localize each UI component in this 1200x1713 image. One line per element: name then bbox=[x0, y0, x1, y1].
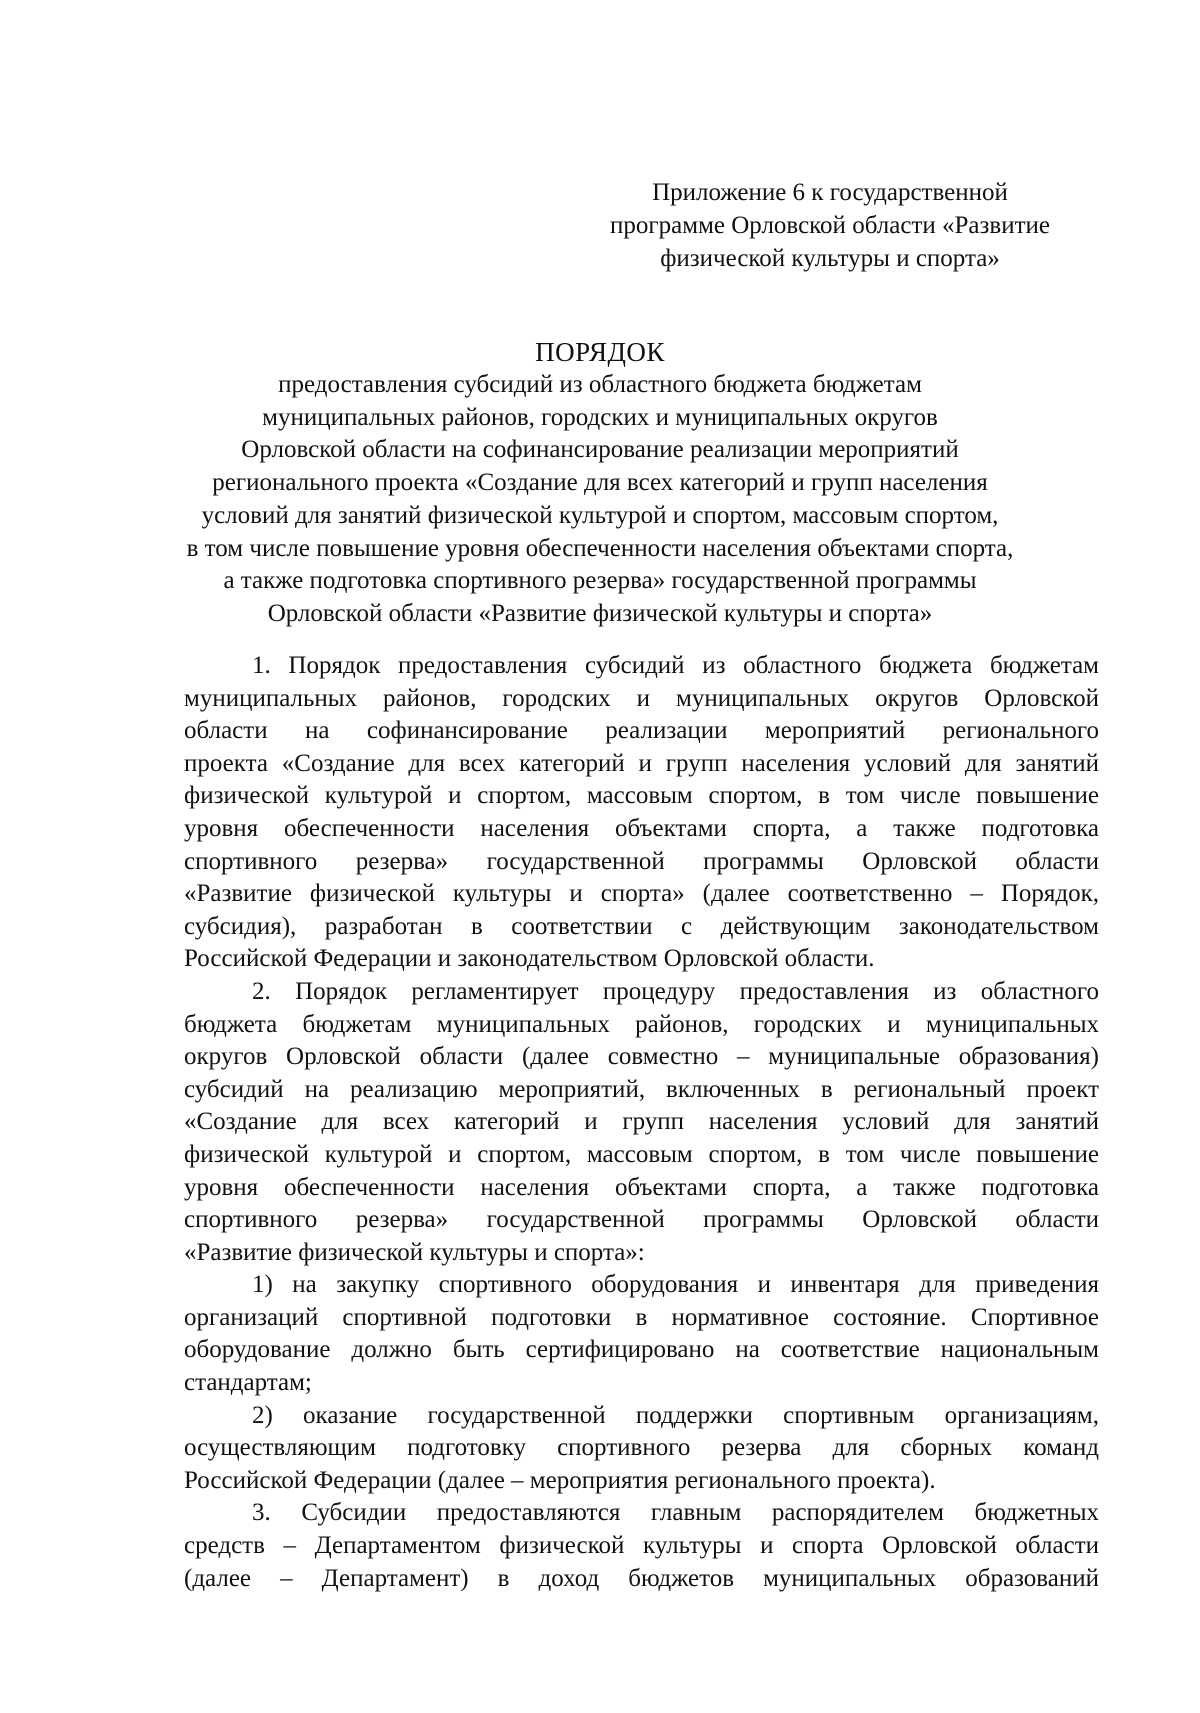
subtitle-line: в том числе повышение уровня обеспеченности населения объектами спорта, bbox=[186, 534, 1014, 562]
body-line: 1. Порядок предоставления субсидий из областного бюджета бюджетам bbox=[252, 652, 1099, 679]
body-line: субсидия), разработан в соответствии с действующим законодательством bbox=[184, 912, 1099, 940]
body-line: спортивного резерва» государственной программы Орловской области bbox=[184, 1206, 1099, 1234]
body-line: уровня обеспеченности населения объектами спорта, а также подготовка bbox=[184, 814, 1099, 842]
body-line: «Развитие физической культуры и спорта» (далее соответственно – Порядок, bbox=[184, 880, 1099, 908]
body-line: «Развитие физической культуры и спорта»: bbox=[184, 1238, 645, 1266]
body-line: проекта «Создание для всех категорий и групп населения условий для занятий bbox=[184, 749, 1099, 777]
subtitle-line: Орловской области «Развитие физической культуры и спорта» bbox=[267, 599, 933, 627]
body-line: округов Орловской области (далее совместно – муниципальные образования) bbox=[184, 1043, 1099, 1071]
body-line: 1) на закупку спортивного оборудования и инвентаря для приведения bbox=[252, 1271, 1099, 1299]
body-line: 3. Субсидии предоставляются главным распорядителем бюджетных bbox=[252, 1499, 1099, 1527]
subtitle-line: Орловской области на софинансирование реализации мероприятий bbox=[241, 436, 959, 464]
subtitle-line: а также подготовка спортивного резерва» государственной программы bbox=[223, 567, 977, 595]
body-line: осуществляющим подготовку спортивного резерва для сборных команд bbox=[184, 1434, 1099, 1462]
body-line: стандартам; bbox=[184, 1369, 312, 1397]
body-line: спортивного резерва» государственной программы Орловской области bbox=[184, 847, 1099, 875]
document-subtitle bbox=[150, 369, 1050, 631]
subtitle-line: муниципальных районов, городских и муниципальных округов bbox=[262, 403, 938, 431]
body-line: (далее – Департамент) в доход бюджетов муниципальных образований bbox=[184, 1564, 1099, 1592]
body-line: субсидий на реализацию мероприятий, включенных в региональный проект bbox=[184, 1075, 1099, 1103]
body-line: оборудование должно быть сертифицировано на соответствие национальным bbox=[184, 1336, 1099, 1364]
document-body bbox=[184, 650, 1099, 1595]
body-line: средств – Департаментом физической культуры и спорта Орловской области bbox=[184, 1532, 1099, 1560]
appendix-line: программе Орловской области «Развитие bbox=[610, 212, 1050, 239]
body-line: физической культурой и спортом, массовым спортом, в том числе повышение bbox=[184, 1140, 1099, 1168]
appendix-line: Приложение 6 к государственной bbox=[652, 179, 1008, 206]
body-line: муниципальных районов, городских и муниципальных округов Орловской bbox=[184, 684, 1099, 712]
subtitle-line: условий для занятий физической культурой и спортом, массовым спортом, bbox=[201, 501, 999, 529]
document-title: ПОРЯДОК bbox=[535, 337, 665, 367]
body-line: области на софинансирование реализации мероприятий регионального bbox=[184, 717, 1099, 745]
body-line: организаций спортивной подготовки в нормативное состояние. Спортивное bbox=[184, 1303, 1099, 1331]
body-line: Российской Федерации и законодательством Орловской области. bbox=[184, 945, 875, 973]
appendix-line: физической культуры и спорта» bbox=[660, 245, 1000, 272]
body-line: 2. Порядок регламентирует процедуру предоставления из областного bbox=[252, 977, 1099, 1005]
body-line: бюджета бюджетам муниципальных районов, городских и муниципальных bbox=[184, 1010, 1099, 1038]
appendix-note bbox=[570, 176, 1090, 275]
body-line: «Создание для всех категорий и групп населения условий для занятий bbox=[184, 1108, 1099, 1136]
body-line: физической культурой и спортом, массовым спортом, в том числе повышение bbox=[184, 782, 1099, 810]
subtitle-line: регионального проекта «Создание для всех категорий и групп населения bbox=[212, 469, 988, 497]
body-line: Российской Федерации (далее – мероприятия регионального проекта). bbox=[184, 1466, 936, 1494]
subtitle-line: предоставления субсидий из областного бюджета бюджетам bbox=[278, 371, 922, 398]
body-line: уровня обеспеченности населения объектами спорта, а также подготовка bbox=[184, 1173, 1099, 1201]
body-line: 2) оказание государственной поддержки спортивным организациям, bbox=[252, 1401, 1099, 1429]
